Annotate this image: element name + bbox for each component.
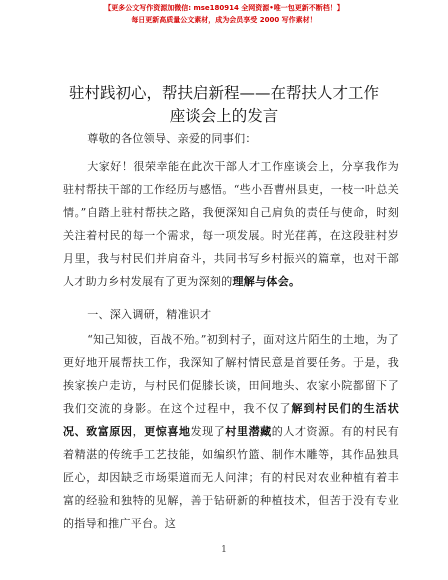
promo-line-2: 每日更新高质量公文素材，成为会员享受 2000 写作素材！ [131, 16, 317, 24]
document-title [40, 82, 408, 128]
paragraph-2-bold-3: 村里潜藏 [225, 425, 272, 438]
paragraph-1-bold-tail: 理解与体会。 [232, 275, 301, 288]
paragraph-2 [63, 328, 399, 535]
paragraph-1-body: 大家好！很荣幸能在此次干部人才工作座谈会上，分享我作为驻村帮扶干部的工作经历与感悟。“些小吾曹州县吏，一枝一叶总关情。”自踏上驻村帮扶之路，我便深知自己肩负的责任与使命，时刻关注着村民的每一个需求，每一项发展。时光荏苒，在这段驻村岁月里，我与村民们并肩奋斗，共同书写乡村振兴的篇章，也对干部人才助力乡村发展有了更为深刻的 [63, 160, 399, 288]
section-1-heading-text: 一、深入调研，精准识才 [87, 308, 212, 321]
paragraph-2-part-d: 的人才资源。有的村民有着精湛的传统手工艺技能，如编织竹篮、制作木雕等，其作品独具匠心，却因缺乏市场渠道而无人问津；有的村民对农业种植有着丰富的经验和独特的见解，善于钻研新的种植技术，但苦于没有专业的指导和推广平台。这 [63, 425, 400, 530]
title-line-1: 驻村践初心，帮扶启新程——在帮扶人才工作 [68, 84, 379, 102]
paragraph-2-part-c: 发现了 [190, 425, 226, 438]
paragraph-2-text [63, 328, 399, 535]
paragraph-2-bold-1: 解到村民们的生活状况、致富原因 [63, 402, 400, 438]
promo-line-1: 【更多公文写作资源加微信: mse180914 全网资源•唯一包更新不断档！】 [104, 4, 344, 12]
page-number: 1 [221, 545, 227, 555]
section-1-heading [63, 303, 399, 326]
salutation [63, 127, 399, 150]
paragraph-2-bold-2: 更惊喜地 [144, 425, 191, 438]
paragraph-1-text [63, 155, 399, 293]
paragraph-2-part-a: “知己知彼，百战不殆。”初到村子，面对这片陌生的土地，为了更好地开展帮扶工作，我深知了解村情民意是首要任务。于是，我挨家挨户走访，与村民们促膝长谈，田间地头、农家小院都留下了我们交流的身影。在这个过程中，我不仅了 [63, 333, 399, 415]
paragraph-1 [63, 155, 399, 293]
paragraph-2-part-b: ， [132, 425, 145, 438]
salutation-text: 尊敬的各位领导、亲爱的同事们： [87, 132, 257, 145]
title-line-2: 座谈会上的发言 [169, 107, 279, 125]
promo-banner [0, 2, 448, 26]
